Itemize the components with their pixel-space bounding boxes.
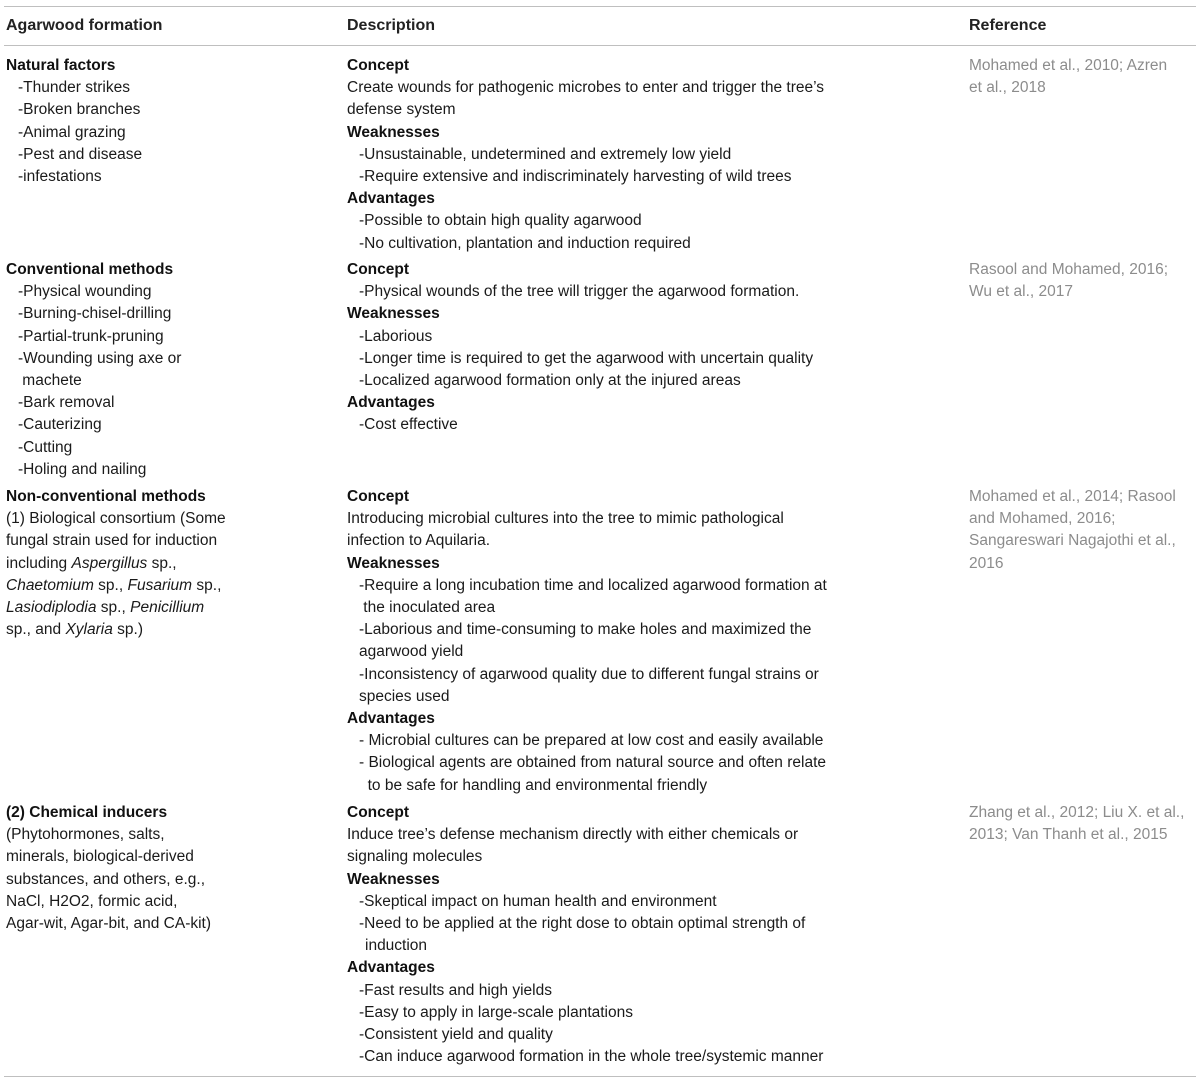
- text-fragment: sp.,: [96, 599, 131, 617]
- row-reference-cell: [969, 802, 1194, 846]
- advantages-label: Advantages: [347, 394, 435, 412]
- weakness-item: -Need to be applied at the right dose to obtain optimal strength of: [359, 915, 806, 933]
- reference-text: Rasool and Mohamed, 2016;: [969, 261, 1169, 278]
- advantages-label: Advantages: [347, 959, 435, 977]
- row-reference-cell: [969, 259, 1194, 303]
- text-fragment: sp.,: [147, 554, 177, 572]
- row-reference-cell: [969, 55, 1194, 99]
- advantage-item: -Possible to obtain high quality agarwood: [359, 212, 642, 230]
- text-fragment: sp.,: [93, 576, 128, 594]
- factor-item: (Phytohormones, salts,: [6, 826, 165, 844]
- factor-item: Agar-wit, Agar-bit, and CA-kit): [6, 915, 212, 933]
- row-description-cell: [347, 802, 857, 1068]
- reference-text: Zhang et al., 2012; Liu X. et al.,: [969, 804, 1185, 821]
- factor-item: -Burning-chisel-drilling: [18, 305, 172, 323]
- row-formation-cell: [6, 486, 336, 641]
- weakness-item: -Laborious and time-consuming to make holes and maximized the: [359, 621, 812, 639]
- factor-item: -Partial-trunk-pruning: [18, 327, 164, 345]
- genus-name: Lasiodiplodia: [6, 599, 97, 617]
- weakness-item: -Unsustainable, undetermined and extremely low yield: [359, 145, 732, 163]
- concept-text: infection to Aquilaria.: [347, 532, 491, 550]
- concept-text: -Physical wounds of the tree will trigger the agarwood formation.: [359, 283, 800, 301]
- reference-text: 2016: [969, 554, 1004, 572]
- text-fragment: sp.,: [192, 576, 222, 594]
- genus-name: Fusarium: [127, 576, 193, 594]
- header-description: Description: [347, 17, 436, 34]
- biological-consortium-text: fungal strain used for induction: [6, 532, 218, 550]
- factor-item: minerals, biological-derived: [6, 848, 194, 866]
- row-description-cell: [347, 486, 857, 797]
- concept-text: Introducing microbial cultures into the tree to mimic pathological: [347, 510, 784, 528]
- factor-item: machete: [18, 372, 82, 390]
- row-title: (2) Chemical inducers: [6, 804, 168, 821]
- advantage-item: -Consistent yield and quality: [359, 1026, 553, 1044]
- concept-label: Concept: [347, 57, 409, 74]
- header-agarwood-formation: Agarwood formation: [6, 17, 163, 34]
- weakness-item: -Inconsistency of agarwood quality due to different fungal strains or: [359, 665, 819, 683]
- weakness-item: agarwood yield: [359, 643, 464, 661]
- table-top-rule: [4, 6, 1196, 7]
- factor-item: -Holing and nailing: [18, 460, 147, 478]
- row-description-cell: [347, 259, 857, 437]
- genus-name: Chaetomium: [6, 576, 94, 594]
- factor-item: -Bark removal: [18, 394, 115, 412]
- factor-item: -Broken branches: [18, 101, 141, 119]
- weakness-item: -Require extensive and indiscriminately harvesting of wild trees: [359, 168, 792, 186]
- weakness-item: -Require a long incubation time and localized agarwood formation at: [359, 576, 827, 594]
- concept-text: Create wounds for pathogenic microbes to enter and trigger the tree’s: [347, 79, 825, 97]
- factor-item: -Cauterizing: [18, 416, 102, 434]
- row-title: Non-conventional methods: [6, 488, 206, 505]
- text-fragment: including: [6, 554, 72, 572]
- concept-text: signaling molecules: [347, 848, 483, 866]
- weakness-item: induction: [365, 937, 428, 955]
- reference-text: and Mohamed, 2016;: [969, 510, 1116, 528]
- weaknesses-label: Weaknesses: [347, 554, 440, 572]
- advantage-item: -Cost effective: [359, 416, 458, 434]
- weakness-item: the inoculated area: [359, 599, 496, 617]
- row-title: Conventional methods: [6, 261, 174, 278]
- table-bottom-rule: [4, 1076, 1196, 1077]
- weaknesses-label: Weaknesses: [347, 305, 440, 323]
- factor-item: substances, and others, e.g.,: [6, 870, 206, 888]
- factor-item: NaCl, H2O2, formic acid,: [6, 892, 178, 910]
- factor-item: -Cutting: [18, 438, 73, 456]
- factor-item: -Wounding using axe or: [18, 349, 182, 367]
- weakness-item: species used: [359, 687, 450, 705]
- weaknesses-label: Weaknesses: [347, 870, 440, 888]
- weakness-item: -Skeptical impact on human health and environment: [359, 892, 717, 910]
- concept-text: Induce tree’s defense mechanism directly with either chemicals or: [347, 826, 799, 844]
- concept-label: Concept: [347, 488, 409, 505]
- advantage-item: - Microbial cultures can be prepared at low cost and easily available: [359, 732, 824, 750]
- factor-item: -Physical wounding: [18, 283, 152, 301]
- biological-consortium-text: [6, 597, 336, 619]
- factor-item: -infestations: [18, 168, 102, 186]
- biological-consortium-text: (1) Biological consortium (Some: [6, 510, 226, 528]
- reference-text: et al., 2018: [969, 79, 1046, 97]
- reference-text: Mohamed et al., 2014; Rasool: [969, 488, 1176, 505]
- factor-item: -Animal grazing: [18, 123, 126, 141]
- factor-item: -Thunder strikes: [18, 79, 130, 97]
- row-description-cell: [347, 55, 857, 255]
- genus-name: Penicillium: [130, 599, 205, 617]
- genus-name: Xylaria: [65, 621, 113, 639]
- biological-consortium-text: [6, 619, 336, 641]
- row-formation-cell: [6, 802, 336, 935]
- reference-text: Mohamed et al., 2010; Azren: [969, 57, 1168, 74]
- text-fragment: sp.): [112, 621, 144, 639]
- text-fragment: sp., and: [6, 621, 66, 639]
- weakness-item: -Localized agarwood formation only at the injured areas: [359, 372, 741, 390]
- advantage-item: -Can induce agarwood formation in the whole tree/systemic manner: [359, 1048, 824, 1066]
- row-formation-cell: [6, 55, 336, 188]
- header-reference: Reference: [969, 17, 1047, 34]
- advantage-item: - Biological agents are obtained from natural source and often relate: [359, 754, 827, 772]
- advantage-item: to be safe for handling and environmental friendly: [359, 776, 708, 794]
- weakness-item: -Longer time is required to get the agarwood with uncertain quality: [359, 349, 814, 367]
- biological-consortium-text: [6, 553, 336, 575]
- reference-text: Sangareswari Nagajothi et al.,: [969, 532, 1176, 550]
- advantage-item: -Fast results and high yields: [359, 981, 552, 999]
- row-reference-cell: [969, 486, 1194, 575]
- concept-label: Concept: [347, 804, 409, 821]
- row-title: Natural factors: [6, 57, 116, 74]
- genus-name: Aspergillus: [71, 554, 148, 572]
- weakness-item: -Laborious: [359, 327, 433, 345]
- factor-item: -Pest and disease: [18, 145, 143, 163]
- weaknesses-label: Weaknesses: [347, 123, 440, 141]
- advantages-label: Advantages: [347, 710, 435, 728]
- row-formation-cell: [6, 259, 336, 481]
- biological-consortium-text: [6, 575, 336, 597]
- reference-text: Wu et al., 2017: [969, 283, 1073, 301]
- concept-text: defense system: [347, 101, 456, 119]
- table-header-rule: [4, 45, 1196, 46]
- advantage-item: -No cultivation, plantation and induction required: [359, 234, 691, 252]
- reference-text: 2013; Van Thanh et al., 2015: [969, 826, 1168, 844]
- concept-label: Concept: [347, 261, 409, 278]
- advantage-item: -Easy to apply in large-scale plantations: [359, 1003, 633, 1021]
- advantages-label: Advantages: [347, 190, 435, 208]
